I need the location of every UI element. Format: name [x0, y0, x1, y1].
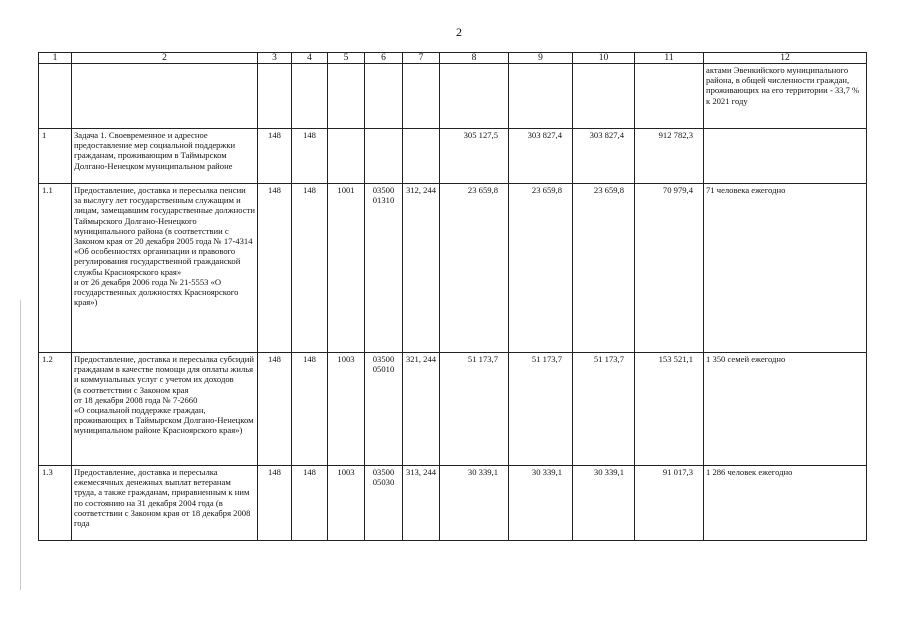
row-result: 71 человека ежегодно	[704, 184, 867, 353]
cell-col5: 1003	[328, 466, 365, 541]
row-result: актами Эвенкийского муниципального района, в общей численности граждан, проживающих на его территории - 33,7 % к 2021 году	[704, 64, 867, 129]
cell-col3	[258, 64, 292, 129]
cell-col10	[573, 64, 635, 129]
column-header: 6	[365, 53, 403, 64]
row-description: Задача 1. Своевременное и адресное предоставление мер социальной поддержки гражданам, проживающим в Таймырском Долгано-Ненецком муниципальном районе	[72, 129, 258, 184]
cell-col6: 03500 05030	[365, 466, 403, 541]
cell-col10: 303 827,4	[573, 129, 635, 184]
cell-col9	[509, 64, 573, 129]
cell-col6: 03500 05010	[365, 353, 403, 466]
cell-col8: 51 173,7	[440, 353, 509, 466]
column-header: 7	[403, 53, 440, 64]
cell-col3: 148	[258, 466, 292, 541]
cell-col4: 148	[292, 353, 328, 466]
row-result	[704, 129, 867, 184]
row-result: 1 286 человек ежегодно	[704, 466, 867, 541]
cell-col10: 30 339,1	[573, 466, 635, 541]
cell-col5: 1001	[328, 184, 365, 353]
row-index: 1.1	[39, 184, 72, 353]
cell-col7	[403, 129, 440, 184]
column-header: 5	[328, 53, 365, 64]
cell-col9: 30 339,1	[509, 466, 573, 541]
row-description: Предоставление, доставка и пересылка ежемесячных денежных выплат ветеранам труда, а также гражданам, приравненным к ним по состоянию на 31 декабря 2004 года (в соответствии с Законом края от 18 декабря 2008 года	[72, 466, 258, 541]
table-row	[39, 64, 867, 129]
column-header: 10	[573, 53, 635, 64]
program-activities-table	[38, 52, 867, 541]
cell-col4	[292, 64, 328, 129]
cell-col9: 51 173,7	[509, 353, 573, 466]
column-header: 12	[704, 53, 867, 64]
cell-col10: 51 173,7	[573, 353, 635, 466]
column-header: 8	[440, 53, 509, 64]
cell-col8: 30 339,1	[440, 466, 509, 541]
cell-col6	[365, 129, 403, 184]
row-description: Предоставление, доставка и пересылка пенсии за выслугу лет государственным служащим и лицам, замещавшим государственные должности Таймырского Долгано-Ненецкого муниципального района (в соответствии с Законом края от 20 декабря 2005 года № 17-4314 «Об особенностях организации и правового регулирования государственной гражданской службы Красноярского края» и от 26 декабря 2006 года № 21-5553 «О государственных должностях Красноярского края»)	[72, 184, 258, 353]
cell-col8: 305 127,5	[440, 129, 509, 184]
cell-col11: 912 782,3	[635, 129, 704, 184]
row-index: 1.3	[39, 466, 72, 541]
cell-col8	[440, 64, 509, 129]
cell-col8: 23 659,8	[440, 184, 509, 353]
cell-col3: 148	[258, 184, 292, 353]
scan-edge-line	[20, 300, 21, 590]
table-row	[39, 184, 867, 353]
table-row	[39, 353, 867, 466]
row-description	[72, 64, 258, 129]
cell-col5	[328, 64, 365, 129]
cell-col9: 23 659,8	[509, 184, 573, 353]
table-row	[39, 129, 867, 184]
cell-col4: 148	[292, 184, 328, 353]
cell-col7: 313, 244	[403, 466, 440, 541]
cell-col3: 148	[258, 129, 292, 184]
table-row	[39, 466, 867, 541]
row-index	[39, 64, 72, 129]
column-header: 9	[509, 53, 573, 64]
cell-col5	[328, 129, 365, 184]
cell-col4: 148	[292, 129, 328, 184]
column-header: 11	[635, 53, 704, 64]
cell-col9: 303 827,4	[509, 129, 573, 184]
row-result: 1 350 семей ежегодно	[704, 353, 867, 466]
column-header: 3	[258, 53, 292, 64]
column-header: 1	[39, 53, 72, 64]
cell-col7	[403, 64, 440, 129]
cell-col10: 23 659,8	[573, 184, 635, 353]
cell-col7: 321, 244	[403, 353, 440, 466]
cell-col6	[365, 64, 403, 129]
cell-col5: 1003	[328, 353, 365, 466]
page-number: 2	[456, 25, 462, 39]
cell-col11: 153 521,1	[635, 353, 704, 466]
cell-col7: 312, 244	[403, 184, 440, 353]
column-header: 4	[292, 53, 328, 64]
row-index: 1	[39, 129, 72, 184]
column-number-row	[39, 53, 867, 64]
cell-col11: 91 017,3	[635, 466, 704, 541]
row-description: Предоставление, доставка и пересылка субсидий гражданам в качестве помощи для оплаты жилья и коммунальных услуг с учетом их доходов (в соответствии с Законом края от 18 декабря 2008 года № 7-2660 «О социальной поддержке граждан, проживающих в Таймырском Долгано-Ненецком муниципальном районе Красноярского края»)	[72, 353, 258, 466]
cell-col3: 148	[258, 353, 292, 466]
cell-col11: 70 979,4	[635, 184, 704, 353]
column-header: 2	[72, 53, 258, 64]
cell-col11	[635, 64, 704, 129]
cell-col6: 03500 01310	[365, 184, 403, 353]
row-index: 1.2	[39, 353, 72, 466]
cell-col4: 148	[292, 466, 328, 541]
